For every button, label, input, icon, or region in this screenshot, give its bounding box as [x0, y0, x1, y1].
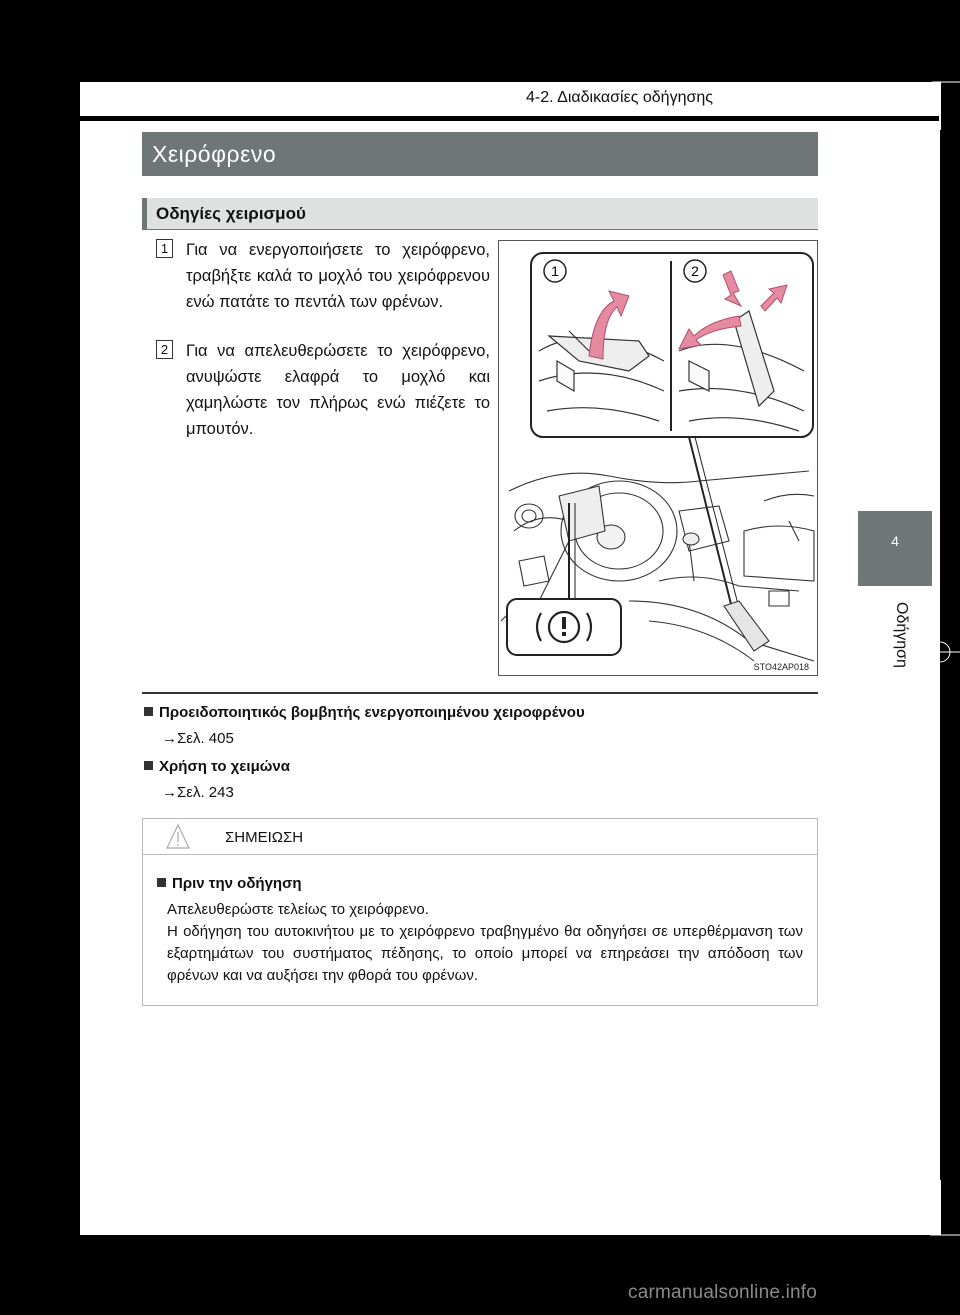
- note-title: Χρήση το χειμώνα: [159, 758, 290, 775]
- callout-1-label: 1: [551, 263, 559, 279]
- figure-code: STO42AP018: [753, 662, 809, 672]
- step-text: Για να ενεργοποιήσετε το χειρόφρενο, τραβήξτε καλά το μοχλό του χειρόφρενου ενώ πατάτε το πεντάλ των φρένων.: [186, 241, 490, 311]
- page-reference-link[interactable]: →Σελ. 405: [162, 730, 234, 747]
- page-reference-link[interactable]: →Σελ. 243: [162, 784, 234, 801]
- notice-label: ΣΗΜΕΙΩΣΗ: [225, 829, 304, 846]
- callout-2-label: 2: [691, 263, 699, 279]
- chapter-label: Οδήγηση: [893, 602, 910, 668]
- watermark: carmanualsonline.info: [628, 1282, 818, 1303]
- chapter-tab: [858, 511, 932, 586]
- subsection-title: Οδηγίες χειρισμού: [156, 204, 306, 223]
- step-number: 2: [156, 340, 173, 359]
- notice-text-2: Η οδήγηση του αυτοκινήτου με το χειρόφρενο τραβηγμένο θα οδηγήσει σε υπερθέρμανση των εξαρτημάτων του συστήματος πέδησης, το οποίο μπορεί να επηρεάσει την απόδοση των φρένων και να αυξήσει την φθορά του φρένων.: [167, 923, 803, 984]
- chapter-number: 4: [891, 533, 899, 549]
- chapter-label-area: [858, 594, 932, 694]
- running-header: 4-2. Διαδικασίες οδήγησης: [526, 89, 713, 106]
- note-title: Προειδοποιητικός βομβητής ενεργοποιημένου χειροφρένου: [159, 704, 585, 721]
- notice-text-1: Απελευθερώστε τελείως το χειρόφρενο.: [167, 901, 429, 918]
- step-number: 1: [156, 239, 173, 258]
- notice-subtitle: Πριν την οδήγηση: [157, 875, 302, 892]
- section-title: Χειρόφρενο: [152, 141, 277, 167]
- step-text: Για να απελευθερώσετε το χειρόφρενο, ανυψώστε ελαφρά το μοχλό και χαμηλώστε τον πλήρως ενώ πιέζετε το μπουτόν.: [186, 342, 490, 438]
